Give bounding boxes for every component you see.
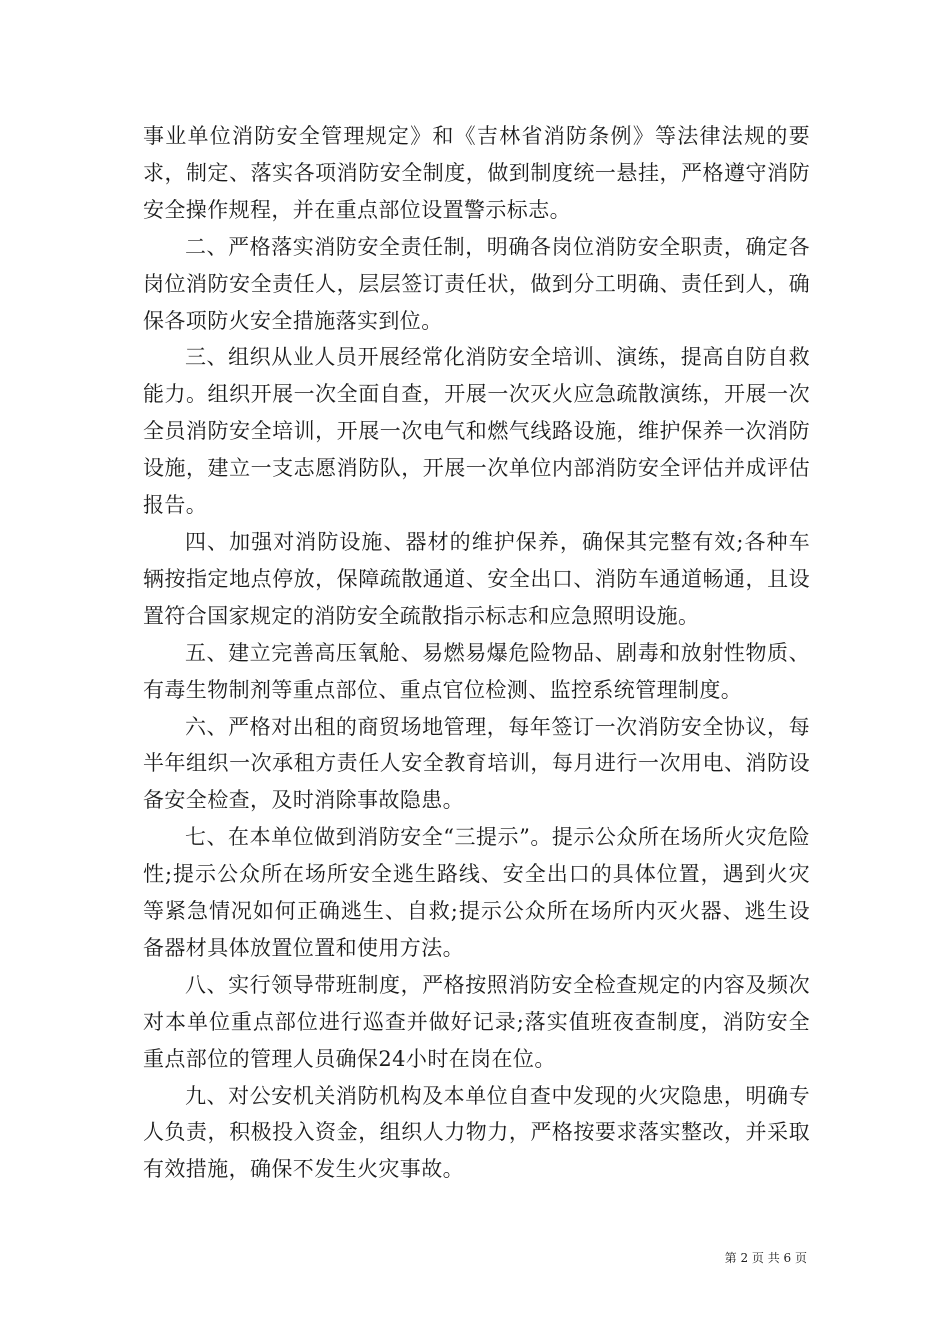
paragraph-item-8: 八、实行领导带班制度，严格按照消防安全检查规定的内容及频次对本单位重点部位进行巡查并做好记录;落实值班夜查制度，消防安全重点部位的管理人员确保24小时在岗在位。	[143, 972, 810, 1071]
document-body	[143, 118, 810, 1188]
paragraph-item-6: 六、严格对出租的商贸场地管理，每年签订一次消防安全协议，每半年组织一次承租方责任人安全教育培训，每月进行一次用电、消防设备安全检查，及时消除事故隐患。	[143, 714, 810, 813]
paragraph-item-2: 二、严格落实消防安全责任制，明确各岗位消防安全职责，确定各岗位消防安全责任人，层层签订责任状，做到分工明确、责任到人，确保各项防火安全措施落实到位。	[143, 234, 810, 333]
paragraph-item-4: 四、加强对消防设施、器材的维护保养，确保其完整有效;各种车辆按指定地点停放，保障疏散通道、安全出口、消防车通道畅通，且设置符合国家规定的消防安全疏散指示标志和应急照明设施。	[143, 529, 810, 628]
paragraph-continuation: 事业单位消防安全管理规定》和《吉林省消防条例》等法律法规的要求，制定、落实各项消防安全制度，做到制度统一悬挂，严格遵守消防安全操作规程，并在重点部位设置警示标志。	[143, 124, 810, 222]
page-number-footer: 第 2 页 共 6 页	[724, 1251, 807, 1265]
paragraph-item-7: 七、在本单位做到消防安全“三提示”。提示公众所在场所火灾危险性;提示公众所在场所安全逃生路线、安全出口的具体位置，遇到火灾等紧急情况如何正确逃生、自救;提示公众所在场所内灭火器、逃生设备器材具体放置位置和使用方法。	[143, 825, 810, 960]
paragraph-item-9: 九、对公安机关消防机构及本单位自查中发现的火灾隐患，明确专人负责，积极投入资金，组织人力物力，严格按要求落实整改，并采取有效措施，确保不发生火灾事故。	[143, 1083, 810, 1182]
paragraph-item-5: 五、建立完善高压氧舱、易燃易爆危险物品、剧毒和放射性物质、有毒生物制剂等重点部位、重点官位检测、监控系统管理制度。	[143, 640, 810, 702]
paragraph-item-3: 三、组织从业人员开展经常化消防安全培训、演练，提高自防自救能力。组织开展一次全面自查，开展一次灭火应急疏散演练，开展一次全员消防安全培训，开展一次电气和燃气线路设施，维护保养一次消防设施，建立一支志愿消防队，开展一次单位内部消防安全评估并成评估报告。	[143, 345, 810, 518]
